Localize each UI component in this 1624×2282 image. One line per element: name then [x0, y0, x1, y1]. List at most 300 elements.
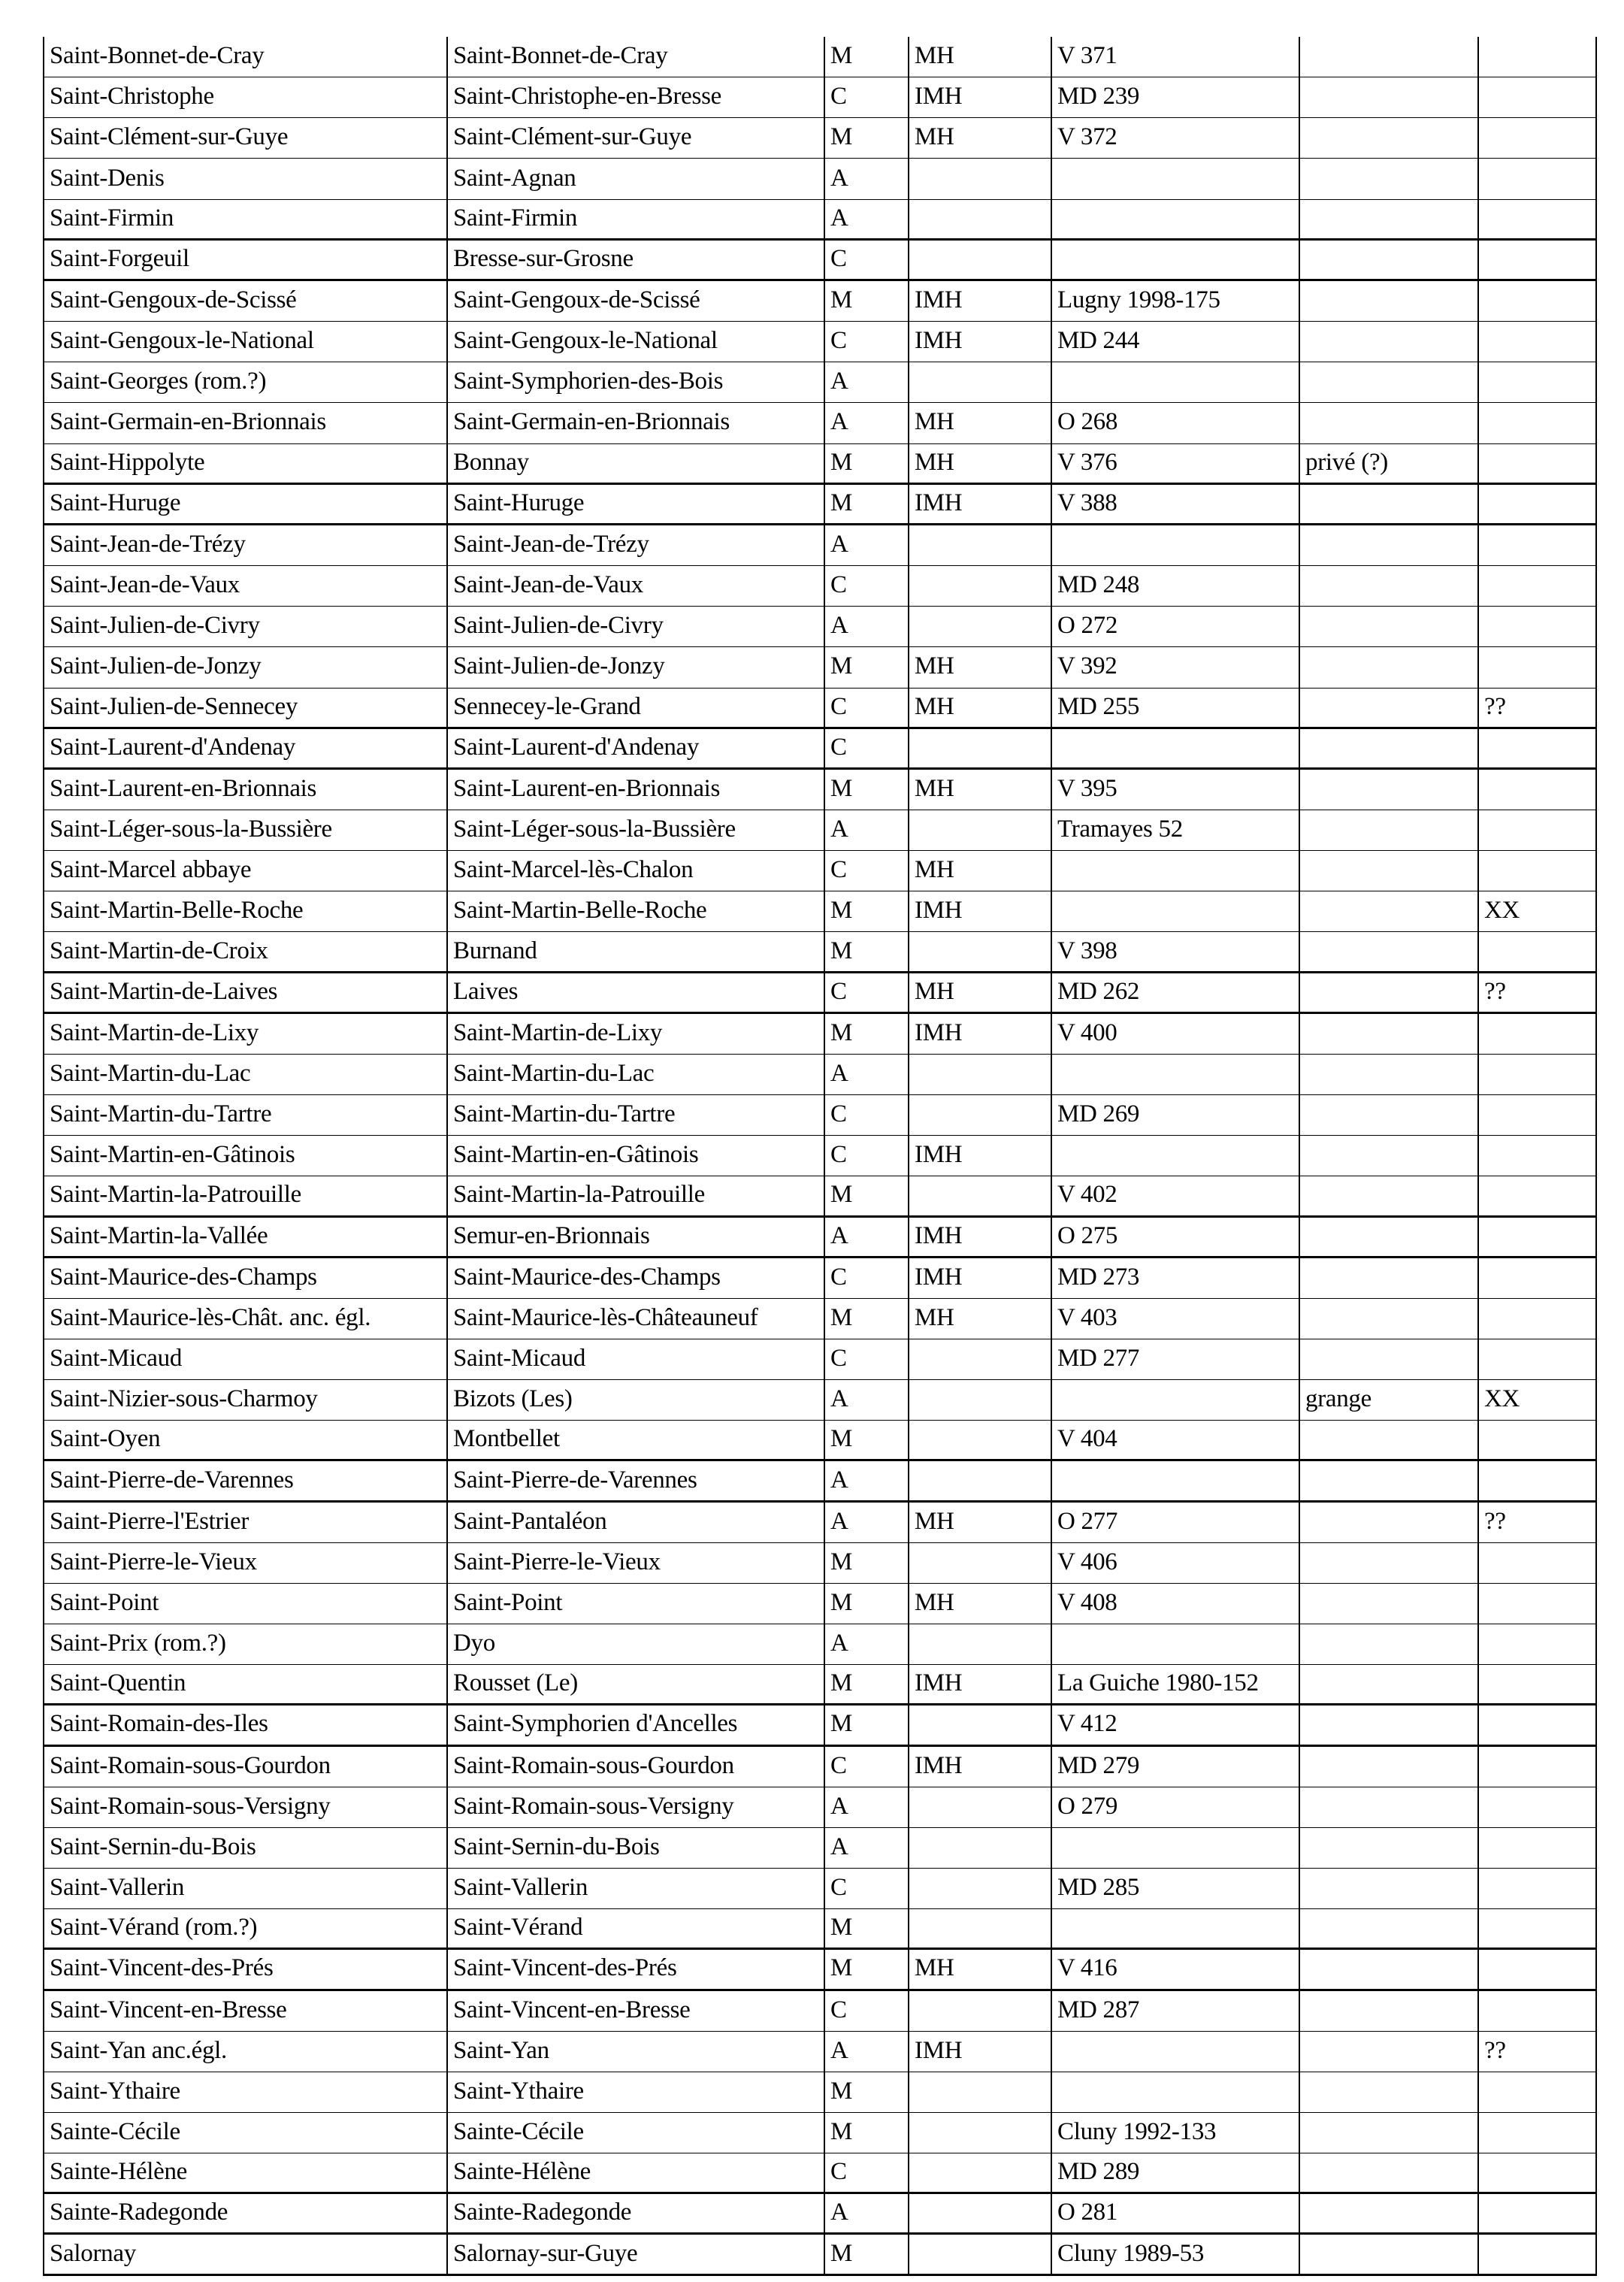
cell-status: A: [825, 1380, 909, 1420]
cell-name: Saint-Sernin-du-Bois: [43, 1828, 448, 1868]
cell-name: Saint-Ythaire: [43, 2072, 448, 2112]
cell-note: [1300, 159, 1479, 198]
cell-reference: V 404: [1052, 1421, 1300, 1459]
cell-protection: [909, 525, 1052, 565]
cell-note: [1300, 1665, 1479, 1703]
cell-name: Saint-Forgeuil: [43, 241, 448, 279]
cell-commune: Saint-Pierre-le-Vieux: [448, 1543, 825, 1583]
cell-protection: IMH: [909, 77, 1052, 117]
cell-status: C: [825, 973, 909, 1012]
cell-note: [1300, 1299, 1479, 1339]
cell-name: Saint-Laurent-en-Brionnais: [43, 770, 448, 810]
cell-status: A: [825, 159, 909, 198]
cell-name: Saint-Christophe: [43, 77, 448, 117]
cell-protection: [909, 1095, 1052, 1135]
cell-protection: IMH: [909, 1747, 1052, 1787]
cell-protection: [909, 1909, 1052, 1948]
table-row: [43, 1584, 1597, 1624]
cell-commune: Saint-Gengoux-le-National: [448, 322, 825, 362]
cell-status: M: [825, 2235, 909, 2273]
cell-mark: [1479, 851, 1597, 891]
cell-reference: V 412: [1052, 1705, 1300, 1744]
cell-name: Saint-Prix (rom.?): [43, 1624, 448, 1664]
cell-reference: MD 244: [1052, 322, 1300, 362]
cell-commune: Saint-Huruge: [448, 485, 825, 523]
cell-note: [1300, 1176, 1479, 1215]
cell-protection: MH: [909, 689, 1052, 727]
cell-mark: XX: [1479, 891, 1597, 931]
cell-status: C: [825, 689, 909, 727]
cell-commune: Saint-Yan: [448, 2032, 825, 2072]
table-row: [43, 729, 1597, 770]
cell-status: M: [825, 1705, 909, 1744]
cell-status: M: [825, 1543, 909, 1583]
cell-protection: IMH: [909, 485, 1052, 523]
cell-note: [1300, 2235, 1479, 2273]
cell-protection: [909, 1869, 1052, 1908]
cell-name: Saint-Martin-en-Gâtinois: [43, 1136, 448, 1176]
cell-reference: O 279: [1052, 1787, 1300, 1827]
cell-mark: [1479, 1787, 1597, 1827]
cell-mark: [1479, 281, 1597, 321]
cell-reference: [1052, 525, 1300, 565]
cell-status: A: [825, 2032, 909, 2072]
cell-mark: [1479, 1909, 1597, 1948]
cell-reference: V 403: [1052, 1299, 1300, 1339]
cell-protection: [909, 2072, 1052, 2112]
cell-note: [1300, 1136, 1479, 1176]
cell-status: A: [825, 1055, 909, 1094]
cell-mark: [1479, 810, 1597, 850]
cell-mark: ??: [1479, 973, 1597, 1012]
cell-reference: [1052, 159, 1300, 198]
cell-note: [1300, 362, 1479, 402]
cell-note: [1300, 1869, 1479, 1908]
cell-protection: MH: [909, 403, 1052, 443]
cell-note: [1300, 932, 1479, 970]
cell-mark: [1479, 1584, 1597, 1624]
cell-mark: [1479, 1136, 1597, 1176]
cell-mark: [1479, 1176, 1597, 1215]
cell-status: M: [825, 37, 909, 77]
cell-mark: ??: [1479, 2032, 1597, 2072]
cell-protection: MH: [909, 1299, 1052, 1339]
cell-protection: MH: [909, 1503, 1052, 1542]
cell-protection: [909, 1339, 1052, 1379]
cell-note: [1300, 566, 1479, 606]
cell-commune: Saint-Maurice-des-Champs: [448, 1258, 825, 1298]
cell-mark: [1479, 1991, 1597, 2031]
cell-mark: [1479, 1218, 1597, 1256]
cell-mark: [1479, 444, 1597, 483]
cell-commune: Saint-Vincent-des-Prés: [448, 1950, 825, 1988]
cell-commune: Saint-Clément-sur-Guye: [448, 118, 825, 158]
cell-commune: Saint-Firmin: [448, 200, 825, 238]
table-row: [43, 1787, 1597, 1828]
cell-status: A: [825, 1461, 909, 1500]
cell-reference: [1052, 1136, 1300, 1176]
table-row: [43, 1258, 1597, 1299]
places-table: [43, 37, 1597, 2276]
cell-commune: Saint-Gengoux-de-Scissé: [448, 281, 825, 321]
cell-mark: [1479, 2194, 1597, 2232]
cell-protection: [909, 1055, 1052, 1094]
table-row: [43, 403, 1597, 443]
table-row: [43, 1869, 1597, 1909]
cell-commune: Bresse-sur-Grosne: [448, 241, 825, 279]
cell-mark: [1479, 1421, 1597, 1459]
cell-status: C: [825, 1258, 909, 1298]
cell-status: A: [825, 2194, 909, 2232]
cell-status: C: [825, 566, 909, 606]
cell-reference: V 395: [1052, 770, 1300, 810]
cell-commune: Semur-en-Brionnais: [448, 1218, 825, 1256]
table-row: [43, 1095, 1597, 1136]
cell-protection: [909, 2235, 1052, 2273]
cell-commune: Saint-Ythaire: [448, 2072, 825, 2112]
cell-name: Saint-Micaud: [43, 1339, 448, 1379]
cell-protection: MH: [909, 973, 1052, 1012]
cell-mark: [1479, 770, 1597, 810]
cell-mark: [1479, 1339, 1597, 1379]
cell-mark: [1479, 1665, 1597, 1703]
cell-note: [1300, 647, 1479, 687]
cell-name: Saint-Denis: [43, 159, 448, 198]
cell-note: [1300, 1950, 1479, 1988]
cell-reference: [1052, 200, 1300, 238]
cell-mark: [1479, 1055, 1597, 1094]
cell-commune: Dyo: [448, 1624, 825, 1664]
cell-protection: [909, 810, 1052, 850]
cell-status: M: [825, 1909, 909, 1948]
cell-mark: [1479, 1014, 1597, 1054]
cell-mark: [1479, 525, 1597, 565]
cell-status: C: [825, 322, 909, 362]
cell-commune: Saint-Laurent-en-Brionnais: [448, 770, 825, 810]
cell-note: [1300, 2032, 1479, 2072]
cell-protection: [909, 1787, 1052, 1827]
cell-reference: MD 287: [1052, 1991, 1300, 2031]
cell-name: Saint-Pierre-le-Vieux: [43, 1543, 448, 1583]
cell-commune: Saint-Marcel-lès-Chalon: [448, 851, 825, 891]
cell-note: [1300, 810, 1479, 850]
cell-commune: Saint-Jean-de-Vaux: [448, 566, 825, 606]
cell-status: A: [825, 403, 909, 443]
table-row: [43, 689, 1597, 729]
cell-status: A: [825, 1218, 909, 1256]
cell-reference: Cluny 1992-133: [1052, 2113, 1300, 2153]
cell-mark: [1479, 1258, 1597, 1298]
cell-note: [1300, 1014, 1479, 1054]
cell-name: Saint-Vérand (rom.?): [43, 1909, 448, 1948]
table-row: [43, 1421, 1597, 1461]
cell-status: C: [825, 729, 909, 767]
cell-reference: O 275: [1052, 1218, 1300, 1256]
cell-note: [1300, 37, 1479, 77]
table-row: [43, 200, 1597, 241]
cell-note: [1300, 1787, 1479, 1827]
cell-commune: Saint-Léger-sous-la-Bussière: [448, 810, 825, 850]
cell-commune: Saint-Vincent-en-Bresse: [448, 1991, 825, 2031]
cell-protection: IMH: [909, 1218, 1052, 1256]
table-row: [43, 1339, 1597, 1380]
cell-name: Saint-Gengoux-le-National: [43, 322, 448, 362]
cell-mark: [1479, 77, 1597, 117]
cell-status: C: [825, 851, 909, 891]
cell-note: [1300, 2153, 1479, 2192]
cell-commune: Bizots (Les): [448, 1380, 825, 1420]
cell-mark: [1479, 1705, 1597, 1744]
cell-name: Saint-Gengoux-de-Scissé: [43, 281, 448, 321]
cell-mark: [1479, 322, 1597, 362]
cell-commune: Saint-Germain-en-Brionnais: [448, 403, 825, 443]
cell-note: [1300, 2113, 1479, 2153]
cell-commune: Saint-Romain-sous-Gourdon: [448, 1747, 825, 1787]
cell-status: M: [825, 118, 909, 158]
table-row: [43, 525, 1597, 566]
cell-name: Sainte-Radegonde: [43, 2194, 448, 2232]
cell-commune: Saint-Pierre-de-Varennes: [448, 1461, 825, 1500]
cell-note: [1300, 241, 1479, 279]
cell-reference: Lugny 1998-175: [1052, 281, 1300, 321]
cell-status: M: [825, 485, 909, 523]
cell-status: A: [825, 1624, 909, 1664]
cell-protection: [909, 1421, 1052, 1459]
cell-mark: [1479, 932, 1597, 970]
cell-name: Saint-Julien-de-Civry: [43, 607, 448, 646]
cell-status: C: [825, 1095, 909, 1135]
cell-note: [1300, 607, 1479, 646]
cell-protection: MH: [909, 444, 1052, 483]
cell-note: [1300, 1095, 1479, 1135]
cell-reference: V 416: [1052, 1950, 1300, 1988]
cell-note: [1300, 729, 1479, 767]
cell-note: [1300, 891, 1479, 931]
cell-note: [1300, 1543, 1479, 1583]
cell-reference: MD 289: [1052, 2153, 1300, 2192]
cell-commune: Saint-Martin-la-Patrouille: [448, 1176, 825, 1215]
cell-protection: MH: [909, 118, 1052, 158]
cell-note: [1300, 200, 1479, 238]
cell-commune: Sennecey-le-Grand: [448, 689, 825, 727]
cell-reference: [1052, 241, 1300, 279]
cell-status: A: [825, 362, 909, 402]
cell-name: Saint-Maurice-lès-Chât. anc. égl.: [43, 1299, 448, 1339]
cell-note: [1300, 77, 1479, 117]
cell-reference: V 388: [1052, 485, 1300, 523]
cell-status: M: [825, 1950, 909, 1988]
cell-reference: MD 269: [1052, 1095, 1300, 1135]
cell-name: Saint-Huruge: [43, 485, 448, 523]
cell-name: Saint-Julien-de-Jonzy: [43, 647, 448, 687]
cell-commune: Saint-Laurent-d'Andenay: [448, 729, 825, 767]
cell-note: [1300, 1991, 1479, 2031]
cell-name: Saint-Martin-de-Laives: [43, 973, 448, 1012]
cell-mark: [1479, 118, 1597, 158]
cell-status: M: [825, 2072, 909, 2112]
cell-reference: [1052, 1909, 1300, 1948]
cell-status: M: [825, 932, 909, 970]
cell-reference: [1052, 2032, 1300, 2072]
cell-commune: Saint-Agnan: [448, 159, 825, 198]
cell-name: Saint-Georges (rom.?): [43, 362, 448, 402]
cell-reference: V 406: [1052, 1543, 1300, 1583]
cell-protection: MH: [909, 1950, 1052, 1988]
cell-name: Saint-Firmin: [43, 200, 448, 238]
cell-name: Saint-Julien-de-Sennecey: [43, 689, 448, 727]
cell-protection: [909, 1543, 1052, 1583]
cell-status: M: [825, 1299, 909, 1339]
cell-mark: [1479, 241, 1597, 279]
table-row: [43, 973, 1597, 1014]
cell-mark: [1479, 2235, 1597, 2273]
cell-commune: Saint-Symphorien d'Ancelles: [448, 1705, 825, 1744]
cell-status: C: [825, 1339, 909, 1379]
cell-commune: Salornay-sur-Guye: [448, 2235, 825, 2273]
cell-reference: [1052, 891, 1300, 931]
cell-note: [1300, 1339, 1479, 1379]
cell-protection: [909, 1176, 1052, 1215]
cell-reference: V 392: [1052, 647, 1300, 687]
cell-commune: Saint-Vérand: [448, 1909, 825, 1948]
cell-status: A: [825, 1503, 909, 1542]
cell-reference: V 408: [1052, 1584, 1300, 1624]
table-row: [43, 1055, 1597, 1095]
cell-name: Saint-Bonnet-de-Cray: [43, 37, 448, 77]
cell-commune: Rousset (Le): [448, 1665, 825, 1703]
cell-reference: MD 239: [1052, 77, 1300, 117]
table-row: [43, 241, 1597, 281]
cell-protection: IMH: [909, 891, 1052, 931]
table-row: [43, 1705, 1597, 1746]
cell-name: Saint-Oyen: [43, 1421, 448, 1459]
cell-protection: [909, 2113, 1052, 2153]
cell-mark: [1479, 1869, 1597, 1908]
cell-note: [1300, 281, 1479, 321]
cell-reference: V 398: [1052, 932, 1300, 970]
cell-mark: [1479, 2072, 1597, 2112]
cell-name: Saint-Maurice-des-Champs: [43, 1258, 448, 1298]
cell-note: [1300, 2194, 1479, 2232]
cell-reference: Cluny 1989-53: [1052, 2235, 1300, 2273]
table-row: [43, 1543, 1597, 1584]
cell-commune: Saint-Christophe-en-Bresse: [448, 77, 825, 117]
cell-reference: MD 285: [1052, 1869, 1300, 1908]
cell-note: [1300, 689, 1479, 727]
cell-status: A: [825, 1828, 909, 1868]
cell-reference: V 371: [1052, 37, 1300, 77]
cell-commune: Saint-Symphorien-des-Bois: [448, 362, 825, 402]
cell-mark: [1479, 37, 1597, 77]
cell-name: Saint-Martin-du-Tartre: [43, 1095, 448, 1135]
table-row: [43, 2032, 1597, 2072]
cell-commune: Saint-Bonnet-de-Cray: [448, 37, 825, 77]
cell-mark: [1479, 647, 1597, 687]
cell-mark: [1479, 1624, 1597, 1664]
cell-protection: IMH: [909, 322, 1052, 362]
cell-status: M: [825, 1014, 909, 1054]
cell-reference: O 268: [1052, 403, 1300, 443]
cell-mark: [1479, 729, 1597, 767]
cell-commune: Saint-Vallerin: [448, 1869, 825, 1908]
cell-note: [1300, 1828, 1479, 1868]
cell-status: C: [825, 1136, 909, 1176]
cell-mark: ??: [1479, 1503, 1597, 1542]
cell-reference: O 277: [1052, 1503, 1300, 1542]
cell-mark: [1479, 2113, 1597, 2153]
cell-status: M: [825, 1176, 909, 1215]
cell-reference: V 372: [1052, 118, 1300, 158]
cell-reference: [1052, 851, 1300, 891]
cell-protection: [909, 200, 1052, 238]
table-row: [43, 2235, 1597, 2275]
cell-mark: [1479, 1461, 1597, 1500]
cell-reference: [1052, 1624, 1300, 1664]
table-row: [43, 1624, 1597, 1665]
cell-reference: O 272: [1052, 607, 1300, 646]
cell-commune: Saint-Martin-de-Lixy: [448, 1014, 825, 1054]
cell-reference: [1052, 1461, 1300, 1500]
cell-status: M: [825, 444, 909, 483]
cell-status: M: [825, 891, 909, 931]
cell-note: [1300, 1584, 1479, 1624]
cell-name: Saint-Point: [43, 1584, 448, 1624]
cell-protection: IMH: [909, 1136, 1052, 1176]
table-row: [43, 77, 1597, 118]
cell-reference: MD 273: [1052, 1258, 1300, 1298]
cell-reference: La Guiche 1980-152: [1052, 1665, 1300, 1703]
cell-note: [1300, 2072, 1479, 2112]
table-row: [43, 1176, 1597, 1217]
cell-protection: [909, 1705, 1052, 1744]
table-row: [43, 932, 1597, 973]
cell-note: [1300, 1747, 1479, 1787]
cell-mark: [1479, 607, 1597, 646]
table-row: [43, 444, 1597, 485]
cell-note: [1300, 1909, 1479, 1948]
cell-status: C: [825, 77, 909, 117]
cell-mark: [1479, 1950, 1597, 1988]
table-row: [43, 1747, 1597, 1787]
cell-name: Saint-Martin-du-Lac: [43, 1055, 448, 1094]
cell-protection: IMH: [909, 281, 1052, 321]
cell-status: C: [825, 1991, 909, 2031]
cell-protection: MH: [909, 1584, 1052, 1624]
table-row: [43, 2194, 1597, 2235]
cell-name: Saint-Martin-la-Vallée: [43, 1218, 448, 1256]
table-row: [43, 1665, 1597, 1705]
cell-name: Saint-Léger-sous-la-Bussière: [43, 810, 448, 850]
cell-status: A: [825, 607, 909, 646]
cell-name: Sainte-Hélène: [43, 2153, 448, 2192]
table-row: [43, 1299, 1597, 1339]
cell-name: Saint-Romain-sous-Versigny: [43, 1787, 448, 1827]
cell-protection: MH: [909, 37, 1052, 77]
cell-note: [1300, 1258, 1479, 1298]
table-row: [43, 647, 1597, 688]
cell-protection: [909, 1624, 1052, 1664]
cell-name: Saint-Martin-de-Lixy: [43, 1014, 448, 1054]
cell-status: C: [825, 1869, 909, 1908]
cell-mark: [1479, 362, 1597, 402]
cell-mark: [1479, 485, 1597, 523]
cell-protection: [909, 1380, 1052, 1420]
cell-name: Saint-Vincent-des-Prés: [43, 1950, 448, 1988]
cell-commune: Saint-Martin-Belle-Roche: [448, 891, 825, 931]
table-row: [43, 891, 1597, 932]
cell-mark: [1479, 1747, 1597, 1787]
cell-commune: Burnand: [448, 932, 825, 970]
